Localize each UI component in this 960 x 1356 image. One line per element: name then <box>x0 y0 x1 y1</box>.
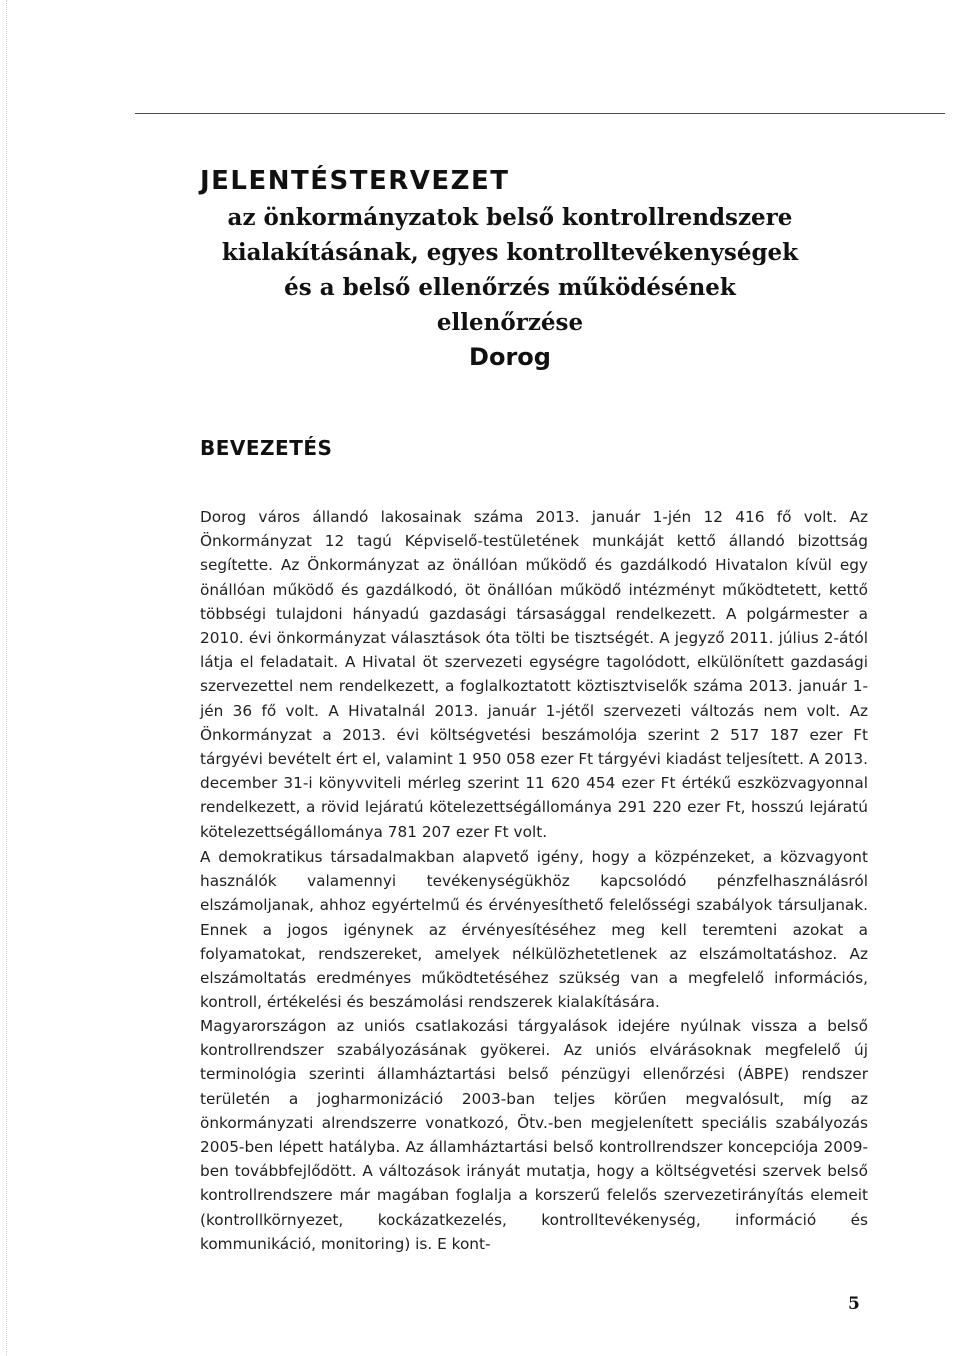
paragraph-accountability: A demokratikus társadalmakban alapvető igény, hogy a közpénzeket, a közvagyont használók valamennyi tevékenységükhöz kapcsolódó pénzfelhasználásról elszámoljanak, ahhoz egyértelmű és érvényesíthető felelősségi szabályok társuljanak. Ennek a jogos igénynek az érvényesítéséhez meg kell teremteni azokat a folyamatokat, rendszereket, amelyek nélkülözhetetlenek az elszámoltatáshoz. Az elszámoltatás eredményes működtetéséhez szükség van a megfelelő információs, kontroll, értékelési és beszámolási rendszerek kialakítására. <box>200 848 868 1012</box>
paragraph-intro: Dorog város állandó lakosainak száma 2013. január 1-jén 12 416 fő volt. Az Önkormányzat 12 tagú Képviselő-testületének munkáját kettő állandó bizottság segítette. Az Önkormányzat az önállóan működő és gazdálkodó Hivatalon kívül egy önállóan működő és gazdálkodó, öt önállóan működő intézményt működtetett, kettő többségi tulajdoni hányadú gazdasági társasággal rendelkezett. A polgármester a 2010. évi önkormányzat választások óta tölti be tisztségét. A jegyző 2011. július 2-ától látja el feladatait. A Hivatal öt szervezeti egységre tagolódott, elkülönített gazdasági szervezettel nem rendelkezett, a foglalkoztatott köztisztviselők száma 2013. január 1-jén 36 fő volt. A Hivatalnál 2013. január 1-jétől szervezeti változás nem volt. Az Önkormányzat a 2013. évi költségvetési beszámolója szerint 2 517 187 ezer Ft tárgyévi bevételt ért el, valamint 1 950 058 ezer Ft tárgyévi kiadást teljesített. A 2013. december 31-i könyvviteli mérleg szerint 11 620 454 ezer Ft értékű eszközvagyonnal rendelkezett, a rövid lejáratú kötelezettségállománya 291 220 ezer Ft, hosszú lejáratú kötelezettségállománya 781 207 ezer Ft volt. <box>200 508 868 841</box>
scan-edge <box>6 0 7 1356</box>
report-subtitle <box>200 200 820 375</box>
section-heading: BEVEZETÉS <box>200 436 333 460</box>
subtitle-line: kialakításának, egyes kontrolltevékenységek <box>221 239 799 266</box>
subtitle-location: Dorog <box>469 343 551 371</box>
header-rule <box>135 113 945 114</box>
subtitle-line: az önkormányzatok belső kontrollrendszere <box>227 204 793 231</box>
subtitle-line: ellenőrzése <box>436 309 584 336</box>
report-title: JELENTÉSTERVEZET <box>200 166 510 196</box>
paragraph-history: Magyarországon az uniós csatlakozási tárgyalások idejére nyúlnak vissza a belső kontrollrendszer szabályozásának gyökerei. Az uniós elvárásoknak megfelelő új terminológia szerinti államháztartási belső pénzügyi ellenőrzési (ÁBPE) rendszer területén a jogharmonizáció 2003-ban teljes körűen megvalósult, míg az önkormányzati alrendszerre vonatkozó, Ötv.-ben megjelenített speciális szabályozás 2005-ben lépett hatályba. Az államháztartási belső kontrollrendszer koncepciója 2009-ben továbbfejlődött. A változások irányát mutatja, hogy a költségvetési szervek belső kontrollrendszere már magában foglalja a korszerű felelős szervezetirányítás elemeit (kontrollkörnyezet, kockázatkezelés, kontrolltevékenység, információ és kommunikáció, monitoring) is. E kont- <box>200 1017 868 1253</box>
subtitle-line: és a belső ellenőrzés működésének <box>284 274 736 301</box>
page-number: 5 <box>848 1294 860 1314</box>
